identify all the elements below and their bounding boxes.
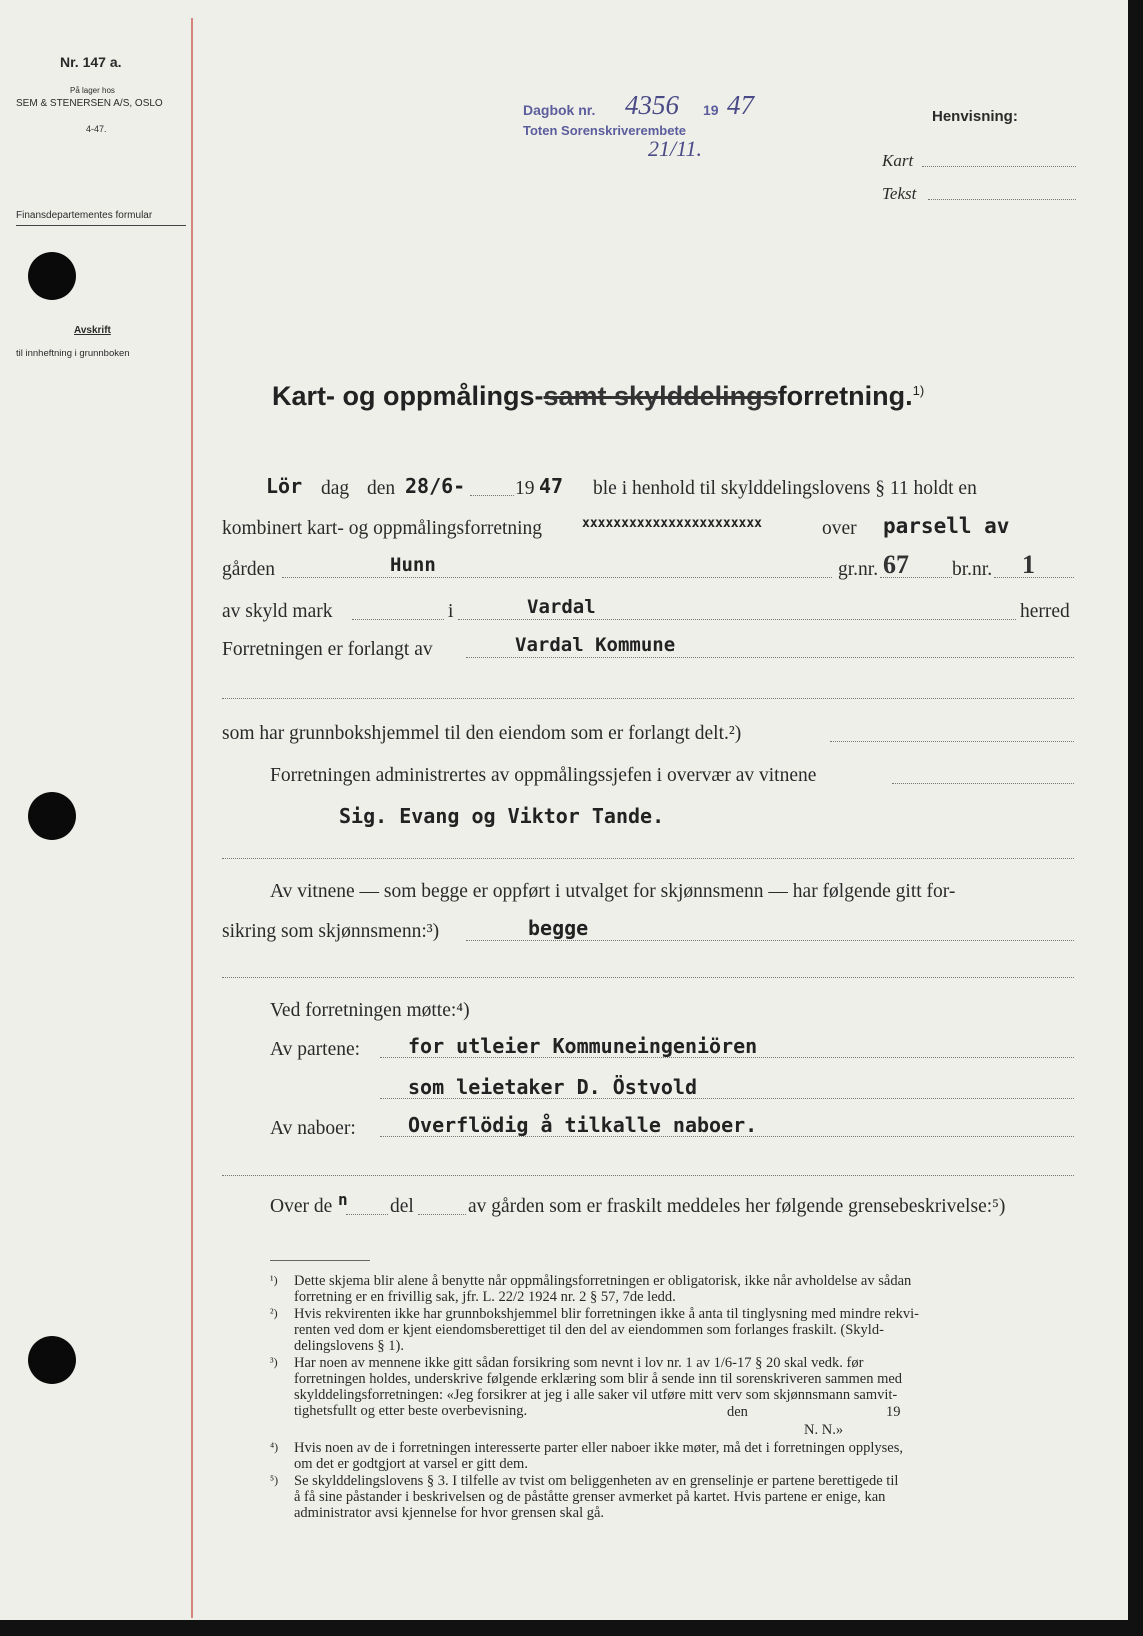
punch-hole [28, 1336, 76, 1384]
footnote-3-year: 19 [886, 1404, 901, 1420]
label-requested: Forretningen er forlangt av [222, 639, 433, 660]
journal-year-prefix: 19 [703, 102, 719, 118]
label-assurance: sikring som skjønnsmenn:³) [222, 921, 440, 942]
farm-name: Hunn [390, 554, 436, 576]
year-prefix: 19 [515, 478, 535, 499]
form-number: Nr. 147 a. [60, 54, 122, 70]
publisher: SEM & STENERSEN A/S, OSLO [16, 98, 163, 109]
label-skyld: av skyld mark [222, 601, 333, 622]
label-day: dag [321, 478, 350, 499]
label-den: den [367, 478, 396, 499]
parties-line-2: som leietaker D. Östvold [408, 1075, 697, 1099]
municipality: Vardal [527, 596, 596, 618]
form-edition: 4-47. [86, 124, 107, 134]
footnote-mark: ²) [270, 1306, 278, 1320]
part-mark: n [338, 1190, 348, 1209]
footnote-4: Hvis noen av de i forretningen interesserte parter eller naboer ikke møter, må det i forretningen opplyses, om det er godtgjort at varsel er gitt dem. [294, 1440, 904, 1472]
footnote-mark: ³) [270, 1355, 278, 1369]
journal-number: 4356 [625, 90, 679, 120]
line1-text: ble i henhold til skylddelingslovens § 11 holdt en [593, 478, 977, 499]
struck-typed-text: xxxxxxxxxxxxxxxxxxxxxxx [582, 516, 763, 531]
copy-note: til innheftning i grunnboken [16, 348, 130, 359]
label-i: i [448, 601, 454, 622]
document-title: Kart- og oppmålings-samt skylddelingsforretning.$^{1)}$ [272, 381, 925, 411]
publisher-prefix: På lager hos [70, 86, 115, 95]
label-registry: som har grunnbokshjemmel til den eiendom som er forlangt delt.²) [222, 723, 742, 744]
stamp-date: 21/11. [648, 136, 702, 161]
journal-label: Dagbok nr. [523, 102, 596, 118]
punch-hole [28, 252, 76, 300]
label-administered: Forretningen administrertes av oppmålingssjefen i overvær av vitnene [270, 765, 817, 786]
department-form: Finansdepartementes formular [16, 210, 153, 221]
label-farm: gården [222, 559, 276, 580]
label-brnr: br.nr. [952, 559, 993, 580]
year: 47 [539, 474, 564, 498]
footnote-5: Se skylddelingslovens § 3. I tilfelle av tvist om beliggenheten av en grenselinje er partene berettigede til å få sine påstander i beskrivelsen og de påståtte grenser avmerket på kartet. Hvis partene er enige, kan administrator avsi kjennelse for hvor grensen skal gå. [294, 1473, 899, 1521]
punch-hole [28, 792, 76, 840]
footnote-separator [270, 1260, 370, 1261]
footnote-2: Hvis rekvirenten ikke har grunnbokshjemmel blir forretningen ikke å anta til tinglysning med mindre rekvi- renten ved dom er kjent eiendomsberettiget til den del av eiendommen som forlanges fraskilt. (Skyld- delingslovens § 1). [294, 1306, 919, 1354]
reference-text-label: Tekst [882, 184, 917, 203]
date: 28/6- [405, 474, 466, 498]
footnote-1: Dette skjema blir alene å benytte når oppmålingsforretningen er obligatorisk, ikke når avholdelse av sådan forretning er en frivillig sak, jfr. L. 22/2 1924 nr. 2 § 57, 7de ledd. [294, 1273, 912, 1305]
label-parties: Av partene: [270, 1039, 361, 1060]
court-name: Toten Sorenskriverembete [523, 123, 687, 138]
footnote-3-den: den [727, 1404, 748, 1420]
footnote-mark: ⁴) [270, 1440, 279, 1454]
label-attended: Ved forretningen møtte:⁴) [270, 1000, 470, 1021]
neighbours-value: Overflödig å tilkalle naboer. [408, 1113, 758, 1137]
gr-nr: 67 [883, 550, 909, 579]
label-neighbours: Av naboer: [270, 1118, 356, 1139]
label-boundary: av gården som er fraskilt meddeles her følgende grensebeskrivelse:⁵) [468, 1196, 1006, 1217]
label-del: del [390, 1196, 414, 1217]
weekday: Lör [266, 474, 303, 498]
line2-text: kombinert kart- og oppmålingsforretning [222, 518, 543, 539]
requester: Vardal Kommune [515, 634, 676, 656]
label-over-de: Over de [270, 1196, 333, 1217]
witnesses: Sig. Evang og Viktor Tande. [339, 804, 665, 828]
journal-year: 47 [727, 90, 754, 120]
parties-line-1: for utleier Kommuneingeniören [408, 1034, 758, 1058]
footnote-mark: ¹) [270, 1273, 278, 1287]
label-herred: herred [1020, 601, 1070, 622]
divider [16, 225, 186, 226]
br-nr: 1 [1022, 550, 1035, 579]
footnote-3-signature: N. N.» [804, 1422, 844, 1438]
copy-label: Avskrift [74, 325, 111, 336]
reference-heading: Henvisning: [932, 108, 1018, 125]
margin-line [191, 18, 193, 1618]
label-over: over [822, 518, 857, 539]
footnote-mark: ⁵) [270, 1473, 279, 1487]
subject: parsell av [883, 514, 1010, 538]
label-witnesses-text: Av vitnene — som begge er oppført i utvalget for skjønnsmenn — har følgende gitt for- [270, 881, 956, 902]
assurance-value: begge [528, 916, 589, 940]
reference-map-label: Kart [882, 151, 914, 170]
label-grnr: gr.nr. [838, 559, 879, 580]
footnote-3: Har noen av mennene ikke gitt sådan forsikring som nevnt i lov nr. 1 av 1/6-17 § 20 skal vedk. før forretningen holdes, underskrive følgende erklæring som blir å sende inn til sorenskriveren sammen med skylddelingsforretningen: «Jeg forsikrer at jeg i alle saker vil utføre mitt verv som skjønnsmann samvit- tighetsfullt og etter beste overbevisning. [294, 1355, 903, 1419]
